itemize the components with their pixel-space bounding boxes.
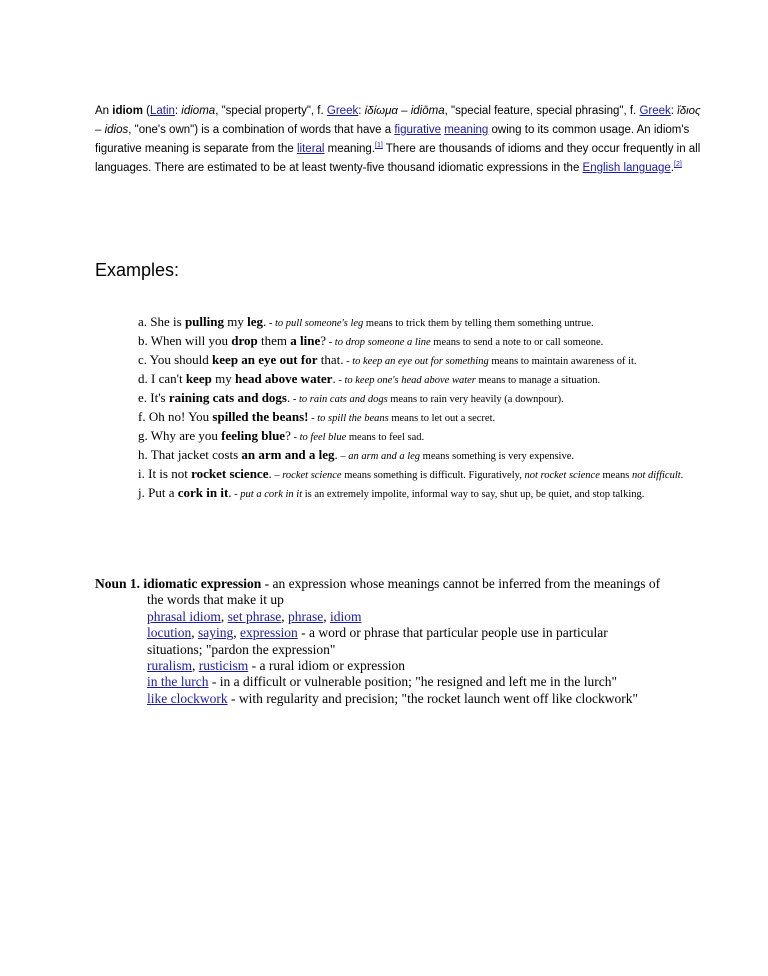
idiom-bold: an arm and a leg xyxy=(241,447,335,462)
meaning-text: means something is difficult. Figuratively, xyxy=(341,470,525,481)
reference-link[interactable]: [1] xyxy=(375,142,383,149)
figurative-link[interactable]: figurative xyxy=(394,124,441,136)
idiom-bold: head above water xyxy=(234,371,333,386)
like-clockwork-link[interactable]: like clockwork xyxy=(147,690,228,706)
dash: - xyxy=(335,375,345,386)
idiom-phrase: to drop someone a line xyxy=(334,337,431,348)
related-line xyxy=(95,674,705,690)
example-explanation xyxy=(272,470,684,481)
example-text: ? xyxy=(285,428,291,443)
example-text: . xyxy=(332,371,336,386)
meaning-text: means to feel sad. xyxy=(346,432,425,443)
intro-text: , "special property", f. xyxy=(215,105,327,117)
examples-heading: Examples: xyxy=(95,260,180,280)
dash: - xyxy=(343,356,353,367)
example-explanation xyxy=(232,489,645,500)
dash: - xyxy=(290,394,299,405)
example-item xyxy=(138,485,703,502)
latin-link[interactable]: Latin xyxy=(149,105,175,117)
example-text: . xyxy=(268,466,272,481)
example-item xyxy=(138,352,703,369)
intro-text: owing to its common usage. An idiom's figurative meaning is separate from the xyxy=(95,124,690,155)
dash: - xyxy=(308,413,318,424)
idiom-phrase: an arm and a leg xyxy=(348,451,421,462)
intro-text: : xyxy=(174,105,182,117)
definition-text: - a rural idiom or expression xyxy=(248,658,405,674)
idiom-phrase: to keep one's head above water xyxy=(344,375,476,386)
phrasal-idiom-link[interactable]: phrasal idiom xyxy=(147,608,221,624)
meaning-text: means to maintain awareness of it. xyxy=(488,356,637,367)
definition-text: - with regularity and precision; "the rocket launch went off like clockwork" xyxy=(227,690,639,706)
definition-text: the words that make it up xyxy=(147,592,284,608)
example-item xyxy=(138,447,703,464)
example-explanation xyxy=(326,337,603,348)
noun-label: Noun 1. xyxy=(95,576,144,591)
phrase-link[interactable]: phrase xyxy=(287,608,324,624)
comma: , xyxy=(192,658,199,674)
dash: - xyxy=(290,432,300,443)
idiom-link[interactable]: idiom xyxy=(329,608,362,624)
intro-text: An xyxy=(95,105,113,117)
idiom-bold: feeling blue xyxy=(221,428,286,443)
ruralism-link[interactable]: ruralism xyxy=(147,658,192,674)
example-text: that. xyxy=(317,352,344,367)
idiom-bold: keep an eye out for xyxy=(212,352,318,367)
related-line xyxy=(95,625,705,641)
example-explanation xyxy=(266,318,593,329)
example-explanation xyxy=(343,356,636,367)
idiom-phrase: to keep an eye out for something xyxy=(352,356,489,367)
definition-text: - in a difficult or vulnerable position; "he resigned and left me in the lurch" xyxy=(208,674,618,690)
example-text: g. Why are you xyxy=(138,428,222,443)
noun-definition-line xyxy=(95,576,705,592)
expression-link[interactable]: expression xyxy=(240,625,298,641)
intro-text: : xyxy=(358,105,365,117)
intro-text: There are thousands of idioms and they occur frequently in all languages. There are estimated to be at least twenty-five thousand idiomatic expressions in the xyxy=(95,143,701,174)
dash: - xyxy=(231,489,241,500)
comma: , xyxy=(233,625,240,641)
definition-text: situations; "pardon the expression" xyxy=(147,641,336,657)
meaning-text: means something is very expensive. xyxy=(420,451,575,462)
dash: – xyxy=(271,470,283,481)
example-item xyxy=(138,428,703,445)
example-text: . xyxy=(228,485,232,500)
idiom-bold: cork in it xyxy=(177,485,229,500)
literal-link[interactable]: literal xyxy=(297,143,325,155)
example-explanation xyxy=(291,432,424,443)
locution-link[interactable]: locution xyxy=(147,625,192,641)
definition-text: - an expression whose meanings cannot be inferred from the meanings of xyxy=(261,576,661,591)
intro-paragraph xyxy=(95,102,705,178)
intro-text: , "one's own") is a combination of words that have a xyxy=(128,124,395,136)
example-text: b. When will you xyxy=(138,333,232,348)
idiom-bold: rocket science xyxy=(191,466,269,481)
example-item xyxy=(138,466,703,483)
meaning-link[interactable]: meaning xyxy=(444,124,489,136)
idiom-bold: leg xyxy=(247,314,263,329)
comma: , xyxy=(323,608,330,624)
comma: , xyxy=(191,625,198,641)
dash: - xyxy=(266,318,275,329)
idiom-phrase: to feel blue xyxy=(299,432,347,443)
example-text: h. That jacket costs xyxy=(138,447,242,462)
idiom-bold: drop xyxy=(231,333,258,348)
examples-list xyxy=(138,314,703,504)
meaning-text: is an extremely impolite, informal way to say, shut up, be quiet, and stop talking. xyxy=(302,489,645,500)
meaning-text: means to send a note to or call someone. xyxy=(430,337,604,348)
example-text: them xyxy=(257,333,291,348)
in-the-lurch-link[interactable]: in the lurch xyxy=(147,674,209,690)
example-explanation xyxy=(290,394,564,405)
example-text: my xyxy=(223,314,248,329)
idiom-phrase: rocket science xyxy=(282,470,342,481)
intro-text: meaning. xyxy=(324,143,375,155)
intro-text: . xyxy=(670,162,674,174)
idiom-phrase: to spill the beans xyxy=(317,413,389,424)
related-line xyxy=(95,691,705,707)
example-explanation xyxy=(338,451,574,462)
example-item xyxy=(138,409,703,426)
example-text: f. Oh no! You xyxy=(138,409,213,424)
meaning-text: means xyxy=(599,470,632,481)
dash: - xyxy=(326,337,335,348)
idiom-phrase: to pull someone's leg xyxy=(275,318,364,329)
example-text: . xyxy=(334,447,338,462)
meaning-text: . xyxy=(680,470,684,481)
example-text: a. She is xyxy=(138,314,185,329)
idiom-phrase: put a cork in it xyxy=(240,489,303,500)
related-line xyxy=(95,658,705,674)
intro-text: ( xyxy=(142,105,150,117)
idiom-phrase: not rocket science xyxy=(524,470,600,481)
noun-definition xyxy=(95,576,705,707)
definition-text: - a word or phrase that particular people use in particular xyxy=(297,625,608,641)
idiom-phrase: to rain cats and dogs xyxy=(299,394,388,405)
example-item xyxy=(138,333,703,350)
example-explanation xyxy=(336,375,600,386)
idiom-phrase: not difficult xyxy=(631,470,681,481)
greek-link[interactable]: Greek xyxy=(326,105,359,117)
example-text: d. I can't xyxy=(138,371,186,386)
idiom-bold: spilled the beans! xyxy=(212,409,309,424)
set-phrase-link[interactable]: set phrase xyxy=(227,608,282,624)
saying-link[interactable]: saying xyxy=(198,625,234,641)
example-item xyxy=(138,371,703,388)
idiom-term: idiom xyxy=(112,105,143,117)
greek-link[interactable]: Greek xyxy=(639,105,671,117)
reference-link[interactable]: [2] xyxy=(674,161,682,168)
example-text: c. You should xyxy=(138,352,213,367)
example-text: i. It is not xyxy=(138,466,192,481)
latin-word: idioma xyxy=(181,105,216,117)
example-item xyxy=(138,390,703,407)
example-text: my xyxy=(211,371,235,386)
rusticism-link[interactable]: rusticism xyxy=(198,658,249,674)
example-text: ? xyxy=(320,333,327,348)
idiom-bold: pulling xyxy=(184,314,224,329)
meaning-text: means to trick them by telling them something untrue. xyxy=(363,318,594,329)
example-item xyxy=(138,314,703,331)
meaning-text: means to rain very heavily (a downpour). xyxy=(387,394,564,405)
idiom-bold: a line xyxy=(290,333,321,348)
meaning-text: means to let out a secret. xyxy=(388,413,496,424)
example-explanation xyxy=(308,413,495,424)
greek-word: ἴδιος – idios xyxy=(95,105,701,136)
greek-word: ἰδίωμα – idiōma xyxy=(364,105,445,117)
intro-text: , "special feature, special phrasing", f. xyxy=(444,105,640,117)
comma: , xyxy=(220,608,228,624)
example-text: j. Put a xyxy=(138,485,178,500)
example-text: . xyxy=(263,314,267,329)
example-text: e. It's xyxy=(138,390,169,405)
dash: – xyxy=(337,451,349,462)
intro-text: : xyxy=(670,105,678,117)
synonyms-line xyxy=(95,609,705,625)
example-text: . xyxy=(287,390,291,405)
comma: , xyxy=(281,608,288,624)
idiom-bold: raining cats and dogs xyxy=(168,390,287,405)
idiom-bold: keep xyxy=(185,371,212,386)
english-language-link[interactable]: English language xyxy=(582,162,671,174)
meaning-text: means to manage a situation. xyxy=(475,375,601,386)
noun-term: idiomatic expression xyxy=(143,576,262,591)
